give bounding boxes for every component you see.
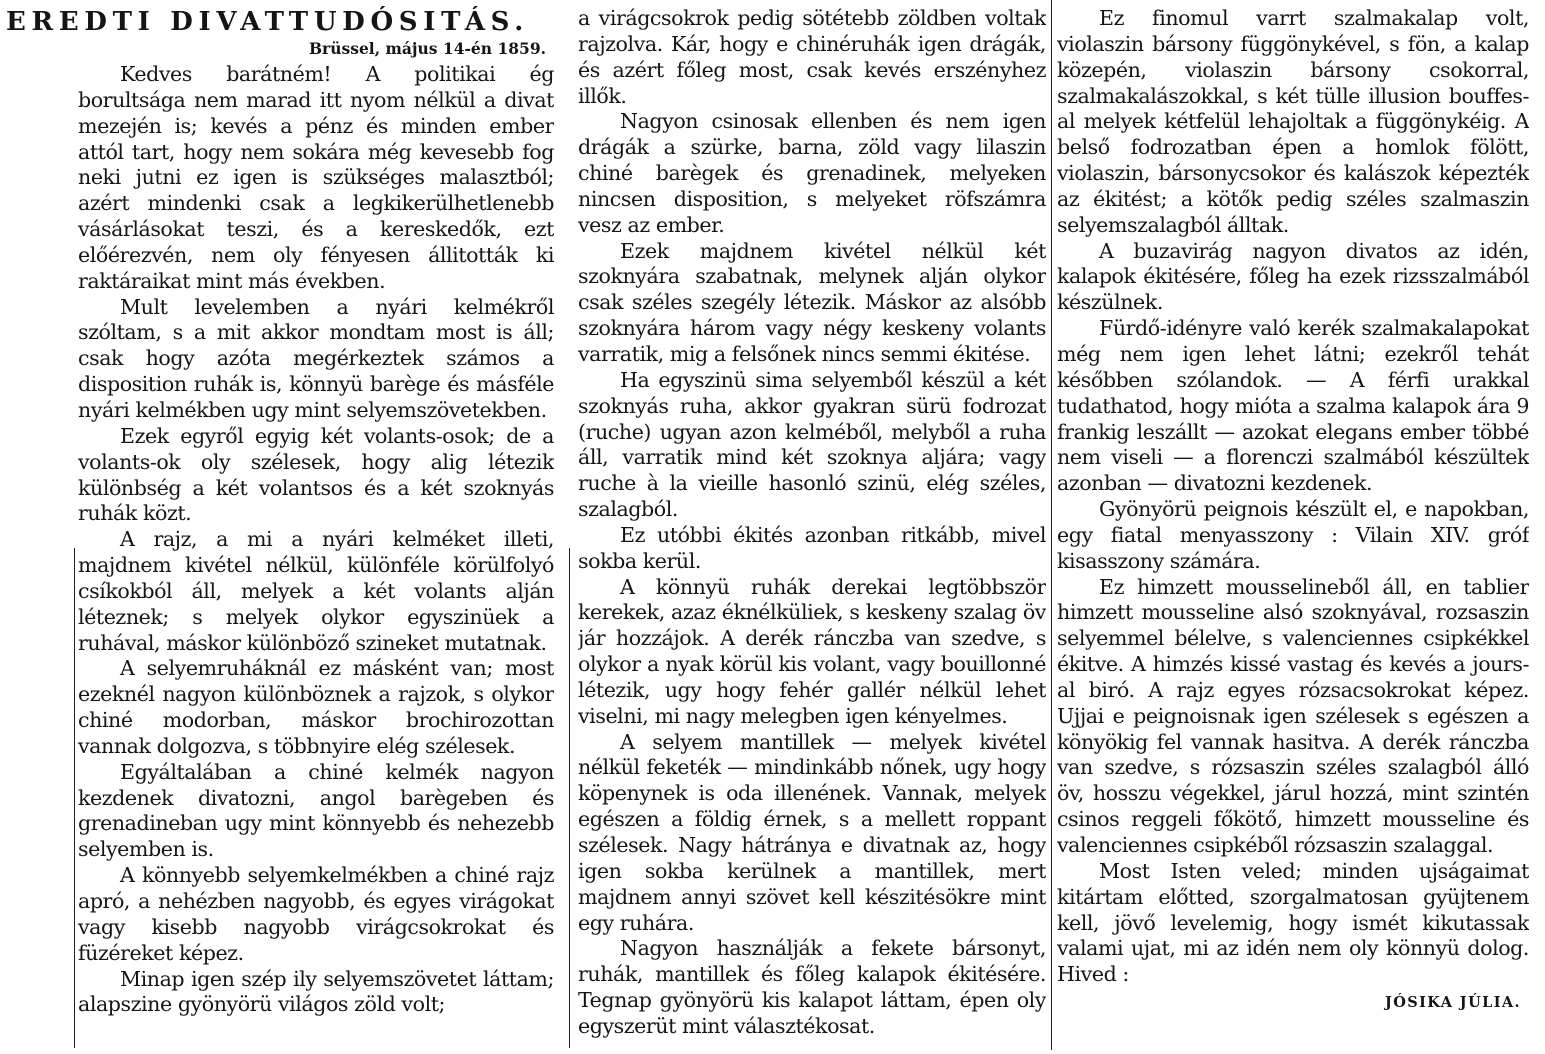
- column-divider: [74, 548, 75, 1048]
- paragraph: A selyemruháknál ez másként van; most ezeknél nagyon különböznek a rajzok, s olykor chiné modorban, máskor brochirozottan vannak dolgozva, s többnyire elég szélesek.: [78, 656, 554, 758]
- paragraph: Fürdő-idényre való kerék szalmakalapokat még nem igen lehet látni; ezekről tehát későbben szólandok. — A férfi urakkal tudathatod, hogy mióta a szalma kalapok ára 9 frankig leszállt — azokat elegans ember többé nem viseli — a florenczi szalmából készültek azonban — divatozni kezdenek.: [1057, 316, 1529, 496]
- column-divider: [1051, 0, 1052, 1050]
- column-3: [1057, 6, 1529, 1050]
- paragraph: a virágcsokrok pedig sötétebb zöldben voltak rajzolva. Kár, hogy e chinéruhák igen drágák, és azért főleg most, csak kevés erszényhez illők.: [578, 6, 1046, 108]
- column-divider: [569, 548, 570, 1048]
- paragraph: A selyem mantillek — melyek kivétel nélkül feketék — mindinkább nőnek, ugy hogy köpenynek is oda illenének. Vannak, melyek egészen a földig érnek, s a mellett roppant szélesek. Nagy hátránya e divatnak az, hogy igen sokba kerülnek a mantillek, mert majdnem annyi szövet kell készitésökre mint egy ruhára.: [578, 729, 1046, 935]
- paragraph: Egyáltalában a chiné kelmék nagyon kezdenek divatozni, angol barègeben és grenadineban ugy mint könnyebb és nehezebb selyemben is.: [78, 759, 554, 862]
- paragraph: Mult levelemben a nyári kelmékről szóltam, s a mit akkor mondtam most is áll; csak hogy azóta megérkeztek számos a disposition ruhák is, könnyü barège és másféle nyári kelmékben ugy mint selyemszövetekben.: [78, 294, 554, 422]
- paragraph: Ezek egyről egyig két volants-osok; de a volants-ok oly szélesek, hogy alig létezik különbség a két volantsos és a két szoknyás ruhák közt.: [78, 423, 554, 526]
- paragraph: Ha egyszinü sima selyemből készül a két szoknyás ruha, akkor gyakran sürü fodrozat (ruche) ugyan azon kelméből, melyből a ruha áll, varratik mind két szoknya aljára; vagy ruche à la vieille hasonló szinü, elég széles, szalagból.: [578, 367, 1046, 522]
- paragraph: Minap igen szép ily selyemszövetet láttam; alapszine gyönyörü világos zöld volt;: [78, 966, 554, 1017]
- paragraph: Ez finomul varrt szalmakalap volt, violaszin bársony függönykével, s fön, a kalap közepén, violaszin bársony csokorral, szalmakalászokkal, s két tülle illusion bouffes-al melyek kétfelül lehajoltak a függönykéig. A belső fodrozatban épen a homlok fölött, violaszin, bársonycsokor és kalászok képezték az ékitést; a kötők pedig széles szalmaszin selyemszalagból álltak.: [1057, 6, 1529, 237]
- paragraph: A rajz, a mi a nyári kelméket illeti, majdnem kivétel nélkül, különféle körülfolyó csíkokból áll, melyek a két volants alján léteznek; s melyek olykor egyszinüek a ruhával, máskor különböző szineket mutatnak.: [78, 527, 554, 655]
- paragraph: Nagyon csinosak ellenben és nem igen drágák a szürke, barna, zöld vagy lilaszin chiné barègek és grenadinek, melyeken nincsen disposition, s melyeket röfszámra vesz az ember.: [578, 109, 1046, 237]
- dateline: Brüssel, május 14-én 1859.: [308, 39, 546, 58]
- paragraph: A könnyü ruhák derekai legtöbbször kerekek, azaz éknélküliek, s keskeny szalag öv jár hozzájok. A derék ránczba van szedve, s olykor a nyak körül kis volant, vagy bouillonné létezik, ugy hogy fehér gallér nélkül lehet viselni, mi nagy melegben igen kényelmes.: [578, 574, 1046, 728]
- column-1: [6, 6, 554, 1050]
- signature: JÓSIKA JÚLIA.: [1384, 994, 1521, 1012]
- paragraph: Ezek majdnem kivétel nélkül két szoknyára szabatnak, melynek alján olykor csak széles szegély létezik. Máskor az alsóbb szoknyára három vagy négy keskeny volants varratik, mig a felsőnek nincs semmi ékitése.: [578, 238, 1046, 366]
- paragraph: Gyönyörü peignois készült el, e napokban, egy fiatal menyasszony : Vilain XIV. gróf kisasszony számára.: [1057, 497, 1529, 573]
- paragraph: Nagyon használják a fekete bársonyt, ruhák, mantillek és főleg kalapok ékitésére. Tegnap gyönyörü kis kalapot láttam, épen oly egyszerüt mint választékosat.: [578, 936, 1046, 1038]
- column-2: [578, 6, 1046, 1050]
- paragraph: Ez himzett mousselineből áll, en tablier himzett mousseline alsó szoknyával, rozsaszin selyemmel bélelve, s valenciennes csipkékkel ékitve. A himzés kissé vastag és kevés a jours-al biró. A rajz egyes rózsacsokrokat képez. Ujjai e peignoisnak igen szélesek s egészen a könyökig fel vannak hasitva. A derék ránczba van szedve, s rózsaszin széles szalagból álló öv, hosszu végekkel, járul hozzá, mint szintén csinos reggeli főkötő, himzett mousseline és valenciennes csipkéből rózsaszin szalaggal.: [1057, 574, 1529, 857]
- paragraph: A könnyebb selyemkelmékben a chiné rajz apró, a nehézben nagyobb, és egyes virágokat vagy kisebb nagyobb virágcsokrokat és füzéreket képez.: [78, 863, 554, 965]
- article-title: EREDTI DIVATTUDÓSITÁS.: [6, 7, 529, 37]
- paragraph: Most Isten veled; minden ujságaimat kitártam előtted, szorgalmatosan gyüjtenem kell, jövő levelemig, hogy ismét kikutassak valami ujat, mi az idén nem oly könnyü dolog. Hived :: [1057, 858, 1529, 987]
- paragraph: Kedves barátném! A politikai ég borultsága nem marad itt nyom nélkül a divat mezején is; kevés a pénz és minden ember attól tart, hogy nem sokára még kevesebb fog neki jutni ez igen is szükséges malasztból; azért mindenki csak a legkikerülhetlenebb vásárlásokat teszi, és a kereskedők, ezt előérezvén, nem oly fényesen állitották ki raktáraikat mint más években.: [78, 62, 554, 293]
- paragraph: A buzavirág nagyon divatos az idén, kalapok ékitésére, főleg ha ezek rizsszalmából készülnek.: [1057, 238, 1529, 315]
- paragraph: Ez utóbbi ékités azonban ritkább, mivel sokba kerül.: [578, 522, 1046, 573]
